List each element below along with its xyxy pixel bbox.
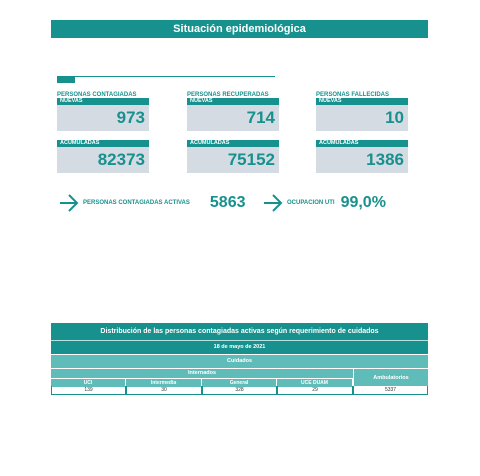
intermedia-header: Intermedia (126, 378, 202, 387)
new-label: NUEVAS (316, 98, 408, 105)
arrow-right-icon (263, 194, 283, 212)
decorative-line (57, 76, 275, 77)
intermedia-value: 30 (126, 386, 202, 395)
uce-duam-value: 29 (277, 386, 353, 395)
general-header: General (202, 378, 277, 387)
new-label: NUEVAS (187, 98, 279, 105)
accumulated-value: 1386 (316, 147, 408, 173)
new-label: NUEVAS (57, 98, 149, 105)
active-value: 5863 (209, 194, 246, 211)
new-value: 10 (316, 105, 408, 131)
decorative-block (57, 77, 75, 83)
table-row (51, 386, 428, 395)
icu-value: 99,0% (340, 194, 386, 211)
panel-title: PERSONAS RECUPERADAS (187, 92, 269, 98)
page-title: Situación epidemiológica (51, 20, 428, 38)
uci-value: 139 (51, 386, 126, 395)
uce-duam-header: UCE DUAM (277, 378, 353, 387)
accumulated-label: ACUMULADAS (57, 140, 149, 147)
panel-title: PERSONAS CONTAGIADAS (57, 92, 137, 98)
new-value: 714 (187, 105, 279, 131)
recuperadas-panel (187, 92, 279, 173)
cuidados-header: Cuidados (51, 354, 428, 368)
table-date: 18 de mayo de 2021 (51, 340, 428, 354)
new-value: 973 (57, 105, 149, 131)
accumulated-label: ACUMULADAS (187, 140, 279, 147)
internados-header: Internados (51, 368, 353, 378)
general-value: 328 (202, 386, 277, 395)
accumulated-value: 75152 (187, 147, 279, 173)
fallecidas-panel (316, 92, 408, 173)
ambulatorios-header: Ambulatorios (353, 368, 428, 386)
icu-label: OCUPACION UTI (287, 200, 335, 206)
table-title: Distribución de las personas contagiadas activas según requerimiento de cuidados (51, 323, 428, 340)
care-table (51, 323, 428, 395)
arrow-right-icon (59, 194, 79, 212)
accumulated-value: 82373 (57, 147, 149, 173)
active-label: PERSONAS CONTAGIADAS ACTIVAS (83, 200, 190, 206)
icu-kpi (263, 194, 386, 212)
uci-header: UCI (51, 378, 126, 387)
accumulated-label: ACUMULADAS (316, 140, 408, 147)
active-cases-kpi (59, 194, 246, 212)
ambulatorios-value: 5337 (353, 386, 428, 395)
panel-title: PERSONAS FALLECIDAS (316, 92, 390, 98)
contagiadas-panel (57, 92, 149, 173)
